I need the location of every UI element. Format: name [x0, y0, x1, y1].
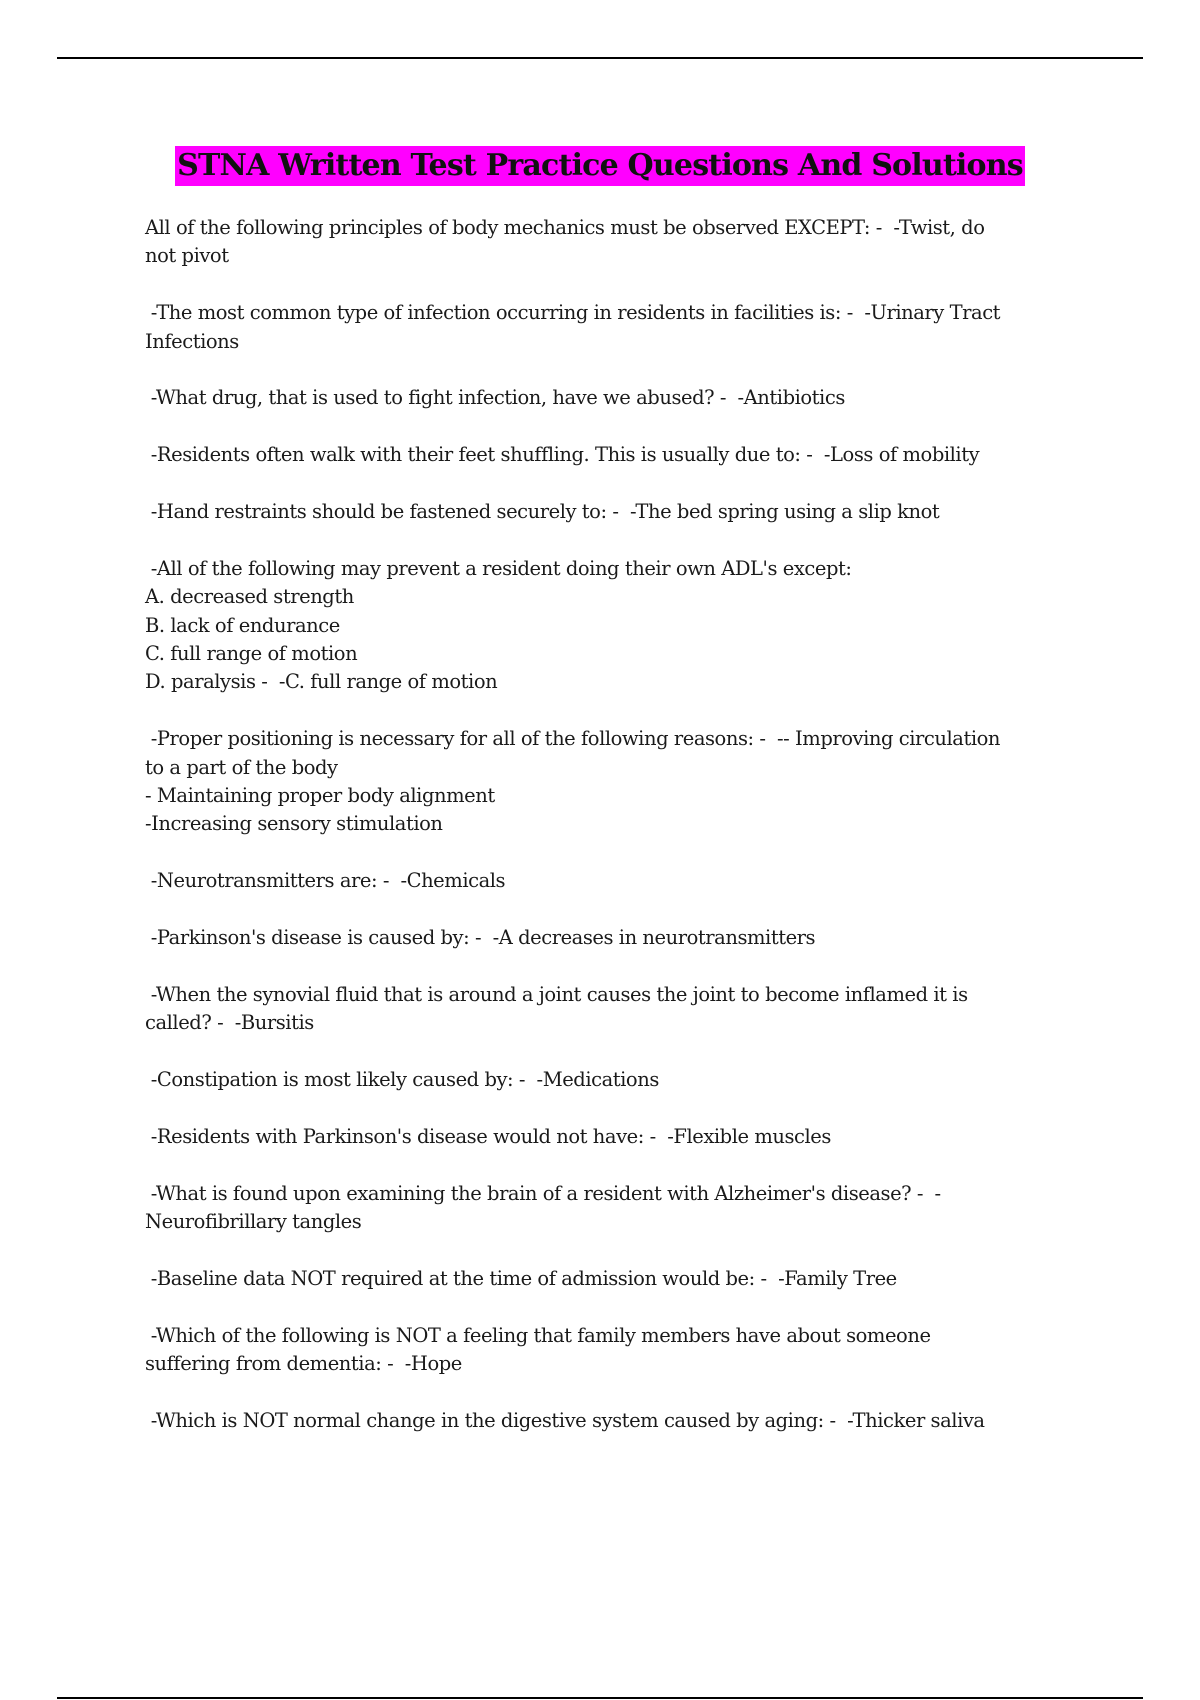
question-answer-entry: [145, 1322, 1085, 1379]
question-answer-entry: [145, 1265, 1085, 1293]
footer-rule: [57, 1697, 1143, 1699]
question-answer-entry: [145, 981, 1085, 1038]
entry-line: A. decreased strength: [145, 585, 354, 609]
entry-line: - Maintaining proper body alignment: [145, 784, 495, 808]
entry-line: -Which is NOT normal change in the digestive system caused by aging: - -Thicker saliva: [145, 1408, 985, 1432]
entry-line: -What drug, that is used to fight infection, have we abused? - -Antibiotics: [145, 386, 845, 410]
entry-line: -What is found upon examining the brain of a resident with Alzheimer's disease? - -: [145, 1181, 941, 1205]
entry-line: not pivot: [145, 244, 229, 268]
header-rule: [57, 57, 1143, 59]
entry-line: -Residents often walk with their feet shuffling. This is usually due to: - -Loss of mobility: [145, 443, 980, 467]
question-answer-entry: [145, 299, 1085, 356]
entry-line: -Neurotransmitters are: - -Chemicals: [145, 869, 506, 893]
question-answer-entry: [145, 384, 1085, 412]
question-answer-entry: [145, 214, 1085, 271]
entry-line: -Proper positioning is necessary for all of the following reasons: - -- Improving circulation: [145, 727, 1001, 751]
entry-line: suffering from dementia: - -Hope: [145, 1352, 462, 1376]
entry-line: All of the following principles of body mechanics must be observed EXCEPT: - -Twist, do: [145, 216, 985, 239]
entry-line: called? - -Bursitis: [145, 1011, 314, 1035]
question-answer-entry: [145, 1180, 1085, 1237]
entry-line: -Constipation is most likely caused by: - -Medications: [145, 1068, 659, 1092]
entry-line: -All of the following may prevent a resident doing their own ADL's except:: [145, 556, 852, 580]
entry-line: Neurofibrillary tangles: [145, 1210, 362, 1234]
entry-line: -The most common type of infection occurring in residents in facilities is: - -Urinary Tract: [145, 301, 1001, 325]
question-answer-entry: [145, 1123, 1085, 1151]
entry-line: D. paralysis - -C. full range of motion: [145, 670, 498, 694]
entry-line: -When the synovial fluid that is around a joint causes the joint to become inflamed it is: [145, 982, 968, 1006]
entry-line: B. lack of endurance: [145, 613, 340, 637]
title-container: [0, 146, 1200, 186]
question-answer-entry: [145, 725, 1085, 839]
entry-line: -Which of the following is NOT a feeling that family members have about someone: [145, 1323, 931, 1347]
entry-line: to a part of the body: [145, 755, 338, 779]
question-answer-entry: [145, 1066, 1085, 1094]
entry-line: Infections: [145, 329, 239, 353]
entry-line: -Increasing sensory stimulation: [145, 812, 443, 836]
question-list: [145, 214, 1085, 1464]
question-answer-entry: [145, 1407, 1085, 1435]
question-answer-entry: [145, 498, 1085, 526]
entry-line: -Parkinson's disease is caused by: - -A decreases in neurotransmitters: [145, 926, 816, 950]
entry-line: -Baseline data NOT required at the time of admission would be: - -Family Tree: [145, 1266, 897, 1290]
question-answer-entry: [145, 555, 1085, 697]
entry-line: C. full range of motion: [145, 642, 358, 666]
question-answer-entry: [145, 924, 1085, 952]
entry-line: -Hand restraints should be fastened securely to: - -The bed spring using a slip knot: [145, 500, 940, 523]
question-answer-entry: [145, 441, 1085, 469]
document-title: STNA Written Test Practice Questions And Solutions: [175, 146, 1025, 186]
question-answer-entry: [145, 867, 1085, 895]
entry-line: -Residents with Parkinson's disease would not have: - -Flexible muscles: [145, 1124, 831, 1148]
